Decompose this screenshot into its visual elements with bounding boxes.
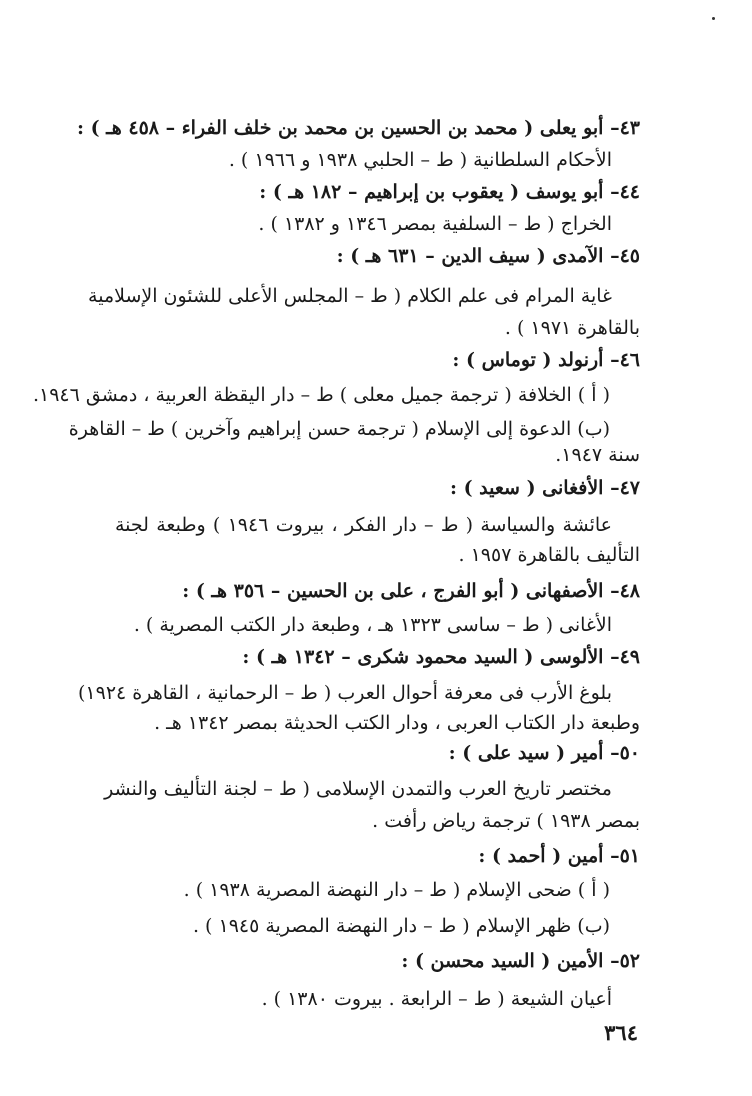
entry-49-line-1: بلوغ الأرب فى معرفة أحوال العرب ( ط – الرحمانية ، القاهرة ١٩٢٤) <box>78 682 612 704</box>
entry-51-heading: ٥١– أمين ( أحمد ) : <box>478 845 640 867</box>
entry-43-heading: ٤٣– أبو يعلى ( محمد بن الحسين بن محمد بن خلف الفراء – ٤٥٨ هـ ) : <box>76 117 640 139</box>
page-number: ٣٦٤ <box>604 1020 638 1045</box>
entry-46-line-b-cont: سنة ١٩٤٧. <box>555 444 640 466</box>
entry-47-line-2: التأليف بالقاهرة ١٩٥٧ . <box>458 544 640 566</box>
entry-47-heading: ٤٧– الأفغانى ( سعيد ) : <box>449 477 640 499</box>
entry-45-heading: ٤٥– الآمدى ( سيف الدين – ٦٣١ هـ ) : <box>336 245 640 267</box>
entry-50-line-1: مختصر تاريخ العرب والتمدن الإسلامى ( ط – لجنة التأليف والنشر <box>104 778 612 800</box>
entry-46-heading: ٤٦– أرنولد ( توماس ) : <box>452 349 640 371</box>
entry-48-heading: ٤٨– الأصفهانى ( أبو الفرج ، على بن الحسين – ٣٥٦ هـ ) : <box>182 580 640 602</box>
entry-45-line-2: بالقاهرة ١٩٧١ ) . <box>504 317 640 339</box>
entry-49-line-2: وطبعة دار الكتاب العربى ، ودار الكتب الحديثة بمصر ١٣٤٢ هـ . <box>154 712 640 734</box>
entry-52-heading: ٥٢– الأمين ( السيد محسن ) : <box>401 950 640 972</box>
entry-44-heading: ٤٤– أبو يوسف ( يعقوب بن إبراهيم – ١٨٢ هـ ) : <box>259 181 640 203</box>
entry-50-line-2: بمصر ١٩٣٨ ) ترجمة رياض رأفت . <box>372 810 640 832</box>
entry-46-line-b: (ب) الدعوة إلى الإسلام ( ترجمة حسن إبراهيم وآخرين ) ط – القاهرة <box>68 418 610 440</box>
entry-52-line-1: أعيان الشيعة ( ط – الرابعة . بيروت ١٣٨٠ ) . <box>261 988 612 1010</box>
entry-46-line-a: ( أ ) الخلافة ( ترجمة جميل معلى ) ط – دار اليقظة العربية ، دمشق ١٩٤٦. <box>32 384 610 406</box>
entry-45-line-1: غاية المرام فى علم الكلام ( ط – المجلس الأعلى للشئون الإسلامية <box>88 285 612 307</box>
entry-43-line-1: الأحكام السلطانية ( ط – الحلبي ١٩٣٨ و ١٩٦٦ ) . <box>228 149 612 171</box>
entry-51-line-a: ( أ ) ضحى الإسلام ( ط – دار النهضة المصرية ١٩٣٨ ) . <box>183 879 610 901</box>
entry-47-line-1: عائشة والسياسة ( ط – دار الفكر ، بيروت ١٩٤٦ ) وطبعة لجنة <box>115 514 613 536</box>
scan-speck <box>712 17 715 20</box>
entry-50-heading: ٥٠– أمير ( سيد على ) : <box>448 742 640 764</box>
entry-44-line-1: الخراج ( ط – السلفية بمصر ١٣٤٦ و ١٣٨٢ ) . <box>258 213 612 235</box>
entry-48-line-1: الأغانى ( ط – ساسى ١٣٢٣ هـ ، وطبعة دار الكتب المصرية ) . <box>133 614 612 636</box>
entry-51-line-b: (ب) ظهر الإسلام ( ط – دار النهضة المصرية ١٩٤٥ ) . <box>192 915 610 937</box>
entry-49-heading: ٤٩– الألوسى ( السيد محمود شكرى – ١٣٤٢ هـ ) : <box>242 646 640 668</box>
